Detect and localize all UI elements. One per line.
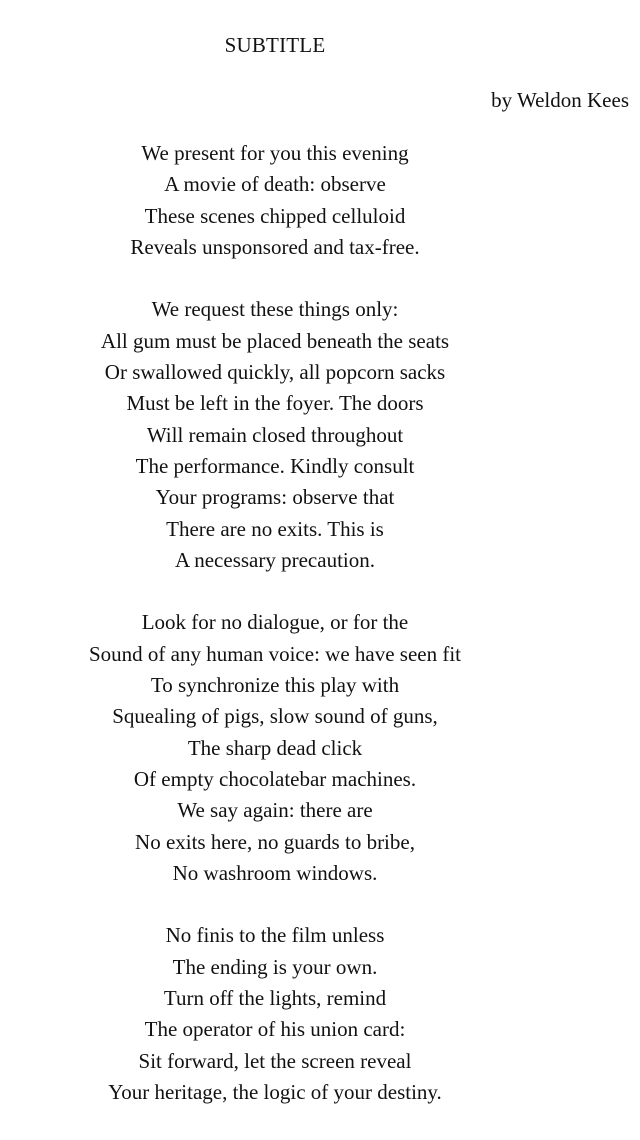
poem-line: The sharp dead click	[187, 735, 363, 760]
poem-line: There are no exits. This is	[166, 516, 384, 541]
poem-line: Sound of any human voice: we have seen fit	[88, 641, 462, 666]
poem-line: Your heritage, the logic of your destiny.	[108, 1079, 442, 1104]
stanza	[0, 294, 550, 576]
poem-line: Must be left in the foyer. The doors	[126, 391, 424, 416]
poem-line: We present for you this evening	[141, 141, 409, 165]
poem-line: No exits here, no guards to bribe,	[135, 829, 415, 854]
poem-line: Squealing of pigs, slow sound of guns,	[112, 704, 438, 729]
poem-line: No washroom windows.	[172, 860, 378, 885]
poem-line: Turn off the lights, remind	[163, 986, 387, 1011]
poem-line: We say again: there are	[177, 798, 373, 823]
poem-line: Reveals unsponsored and tax-free.	[130, 234, 420, 259]
poem-line: Of empty chocolatebar machines.	[133, 766, 417, 791]
poem-line: Look for no dialogue, or for the	[141, 610, 409, 635]
stanza	[0, 920, 550, 1108]
poem-line: The operator of his union card:	[144, 1017, 406, 1042]
poem-title: SUBTITLE	[224, 33, 326, 57]
poem-line: Your programs: observe that	[155, 485, 395, 510]
poem-line: The ending is your own.	[172, 954, 378, 979]
poem-line: To synchronize this play with	[150, 673, 400, 698]
poem-line: A necessary precaution.	[174, 547, 375, 572]
poem-line: No finis to the film unless	[165, 923, 385, 948]
poem-line: Will remain closed throughout	[146, 422, 404, 447]
poem-author: by Weldon Kees	[491, 88, 629, 112]
poem-body	[0, 138, 550, 1140]
poem-line: We request these things only:	[151, 297, 399, 322]
poem-line: Or swallowed quickly, all popcorn sacks	[104, 360, 446, 385]
poem-line: These scenes chipped celluloid	[144, 203, 406, 228]
poem-line: All gum must be placed beneath the seats	[100, 328, 450, 353]
stanza	[0, 607, 550, 889]
poem-line: A movie of death: observe	[164, 172, 386, 197]
poem-line: The performance. Kindly consult	[135, 453, 415, 478]
stanza	[0, 138, 550, 263]
poem-line: Sit forward, let the screen reveal	[138, 1048, 412, 1073]
